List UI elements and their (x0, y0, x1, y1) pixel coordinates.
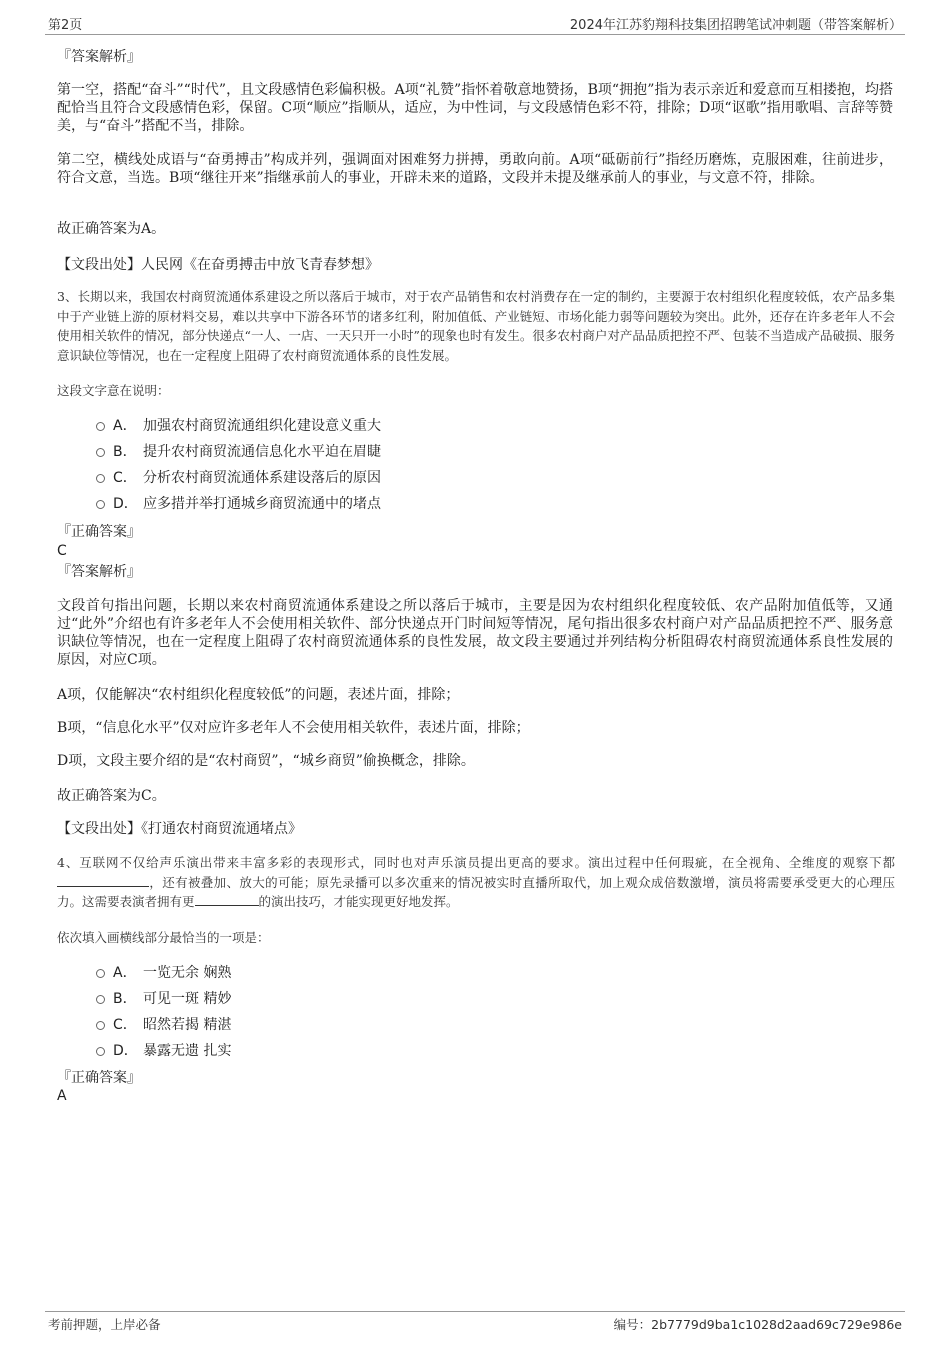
q4-option-c[interactable]: C． 昭然若揭 精湛 (96, 1015, 231, 1035)
q4-correct-label: 『正确答案』 (57, 1070, 141, 1086)
q4-option-a[interactable]: A． 一览无余 娴熟 (96, 963, 231, 983)
q4-option-d[interactable]: D． 暴露无遗 扎实 (96, 1041, 231, 1061)
footer-slogan: 考前押题，上岸必备 (48, 1317, 161, 1332)
q2-analysis-para2: 第二空，横线处成语与“奋勇搏击”构成并列，强调面对困难努力拼搏，勇敢向前。A项“砥砺前行”指经历磨炼，克服困难，往前进步，符合文意，当选。B项“继往开来”指继承前人的事业，开辟未来的道路，文段并未提及继承前人的事业，与文意不符，排除。 (57, 152, 893, 186)
page-header (45, 14, 905, 35)
q2-conclusion: 故正确答案为A。 (57, 221, 166, 237)
q3-answer: C (57, 543, 67, 559)
radio-icon[interactable] (96, 1047, 105, 1056)
q4-stem: 4、互联网不仅给声乐演出带来丰富多彩的表现形式，同时也对声乐演员提出更高的要求。演出过程中任何瑕疵，在全视角、全维度的观察下都，还有被叠加、放大的可能；原先录播可以多次重来的情况被实时直播所取代，加上观众成倍数激增，演员将需要承受更大的心理压力。这需要表演者拥有更 的演出技巧，才能实现更好地发挥。 (57, 855, 895, 909)
blank-2 (195, 893, 259, 906)
document-title: 2024年江苏豹翔科技集团招聘笔试冲刺题（带答案解析） (569, 18, 902, 33)
q3-note-d: D项，文段主要介绍的是“农村商贸”，“城乡商贸”偷换概念，排除。 (57, 753, 475, 769)
q3-prompt: 这段文字意在说明： (57, 383, 170, 398)
page-number: 第2页 (48, 18, 83, 33)
q3-option-c[interactable]: C． 分析农村商贸流通体系建设落后的原因 (96, 468, 381, 488)
q3-note-a: A项，仅能解决“农村组织化程度较低”的问题，表述片面，排除； (57, 687, 460, 703)
radio-icon[interactable] (96, 969, 105, 978)
radio-icon[interactable] (96, 500, 105, 509)
q3-analysis-label: 『答案解析』 (57, 564, 141, 580)
q3-option-a[interactable]: A． 加强农村商贸流通组织化建设意义重大 (96, 416, 381, 436)
footer-code: 编号：2b7779d9ba1c1028d2aad69c729e986e (613, 1317, 902, 1332)
page-footer (45, 1311, 905, 1332)
q3-stem: 3、长期以来，我国农村商贸流通体系建设之所以落后于城市，对于农产品销售和农村消费存在一定的制约，主要源于农村组织化程度较低，农产品多集中于产业链上游的原材料交易，难以共享中下游各环节的诸多红利，附加值低、产业链短、市场化能力弱等问题较为突出。此外，还存在许多老年人不会使用相关软件的情况，部分快递点“一人、一店、一天只开一小时”的现象也时有发生。很多农村商户对产品品质把控不严、包装不当造成产品破损、服务意识缺位等情况，也在一定程度上阻碍了农村商贸流通体系的良性发展。 (57, 289, 895, 363)
q2-source: 【文段出处】人民网《在奋勇搏击中放飞青春梦想》 (57, 257, 379, 273)
q3-source: 【文段出处】《打通农村商贸流通堵点》 (57, 821, 302, 837)
radio-icon[interactable] (96, 474, 105, 483)
q2-analysis-para1: 第一空，搭配“奋斗”“时代”，且文段感情色彩偏积极。A项“礼赞”指怀着敬意地赞扬，B项“拥抱”指为表示亲近和爱意而互相搂抱，均搭配恰当且符合文段感情色彩，保留。C项“顺应”指顺从，适应，为中性词，与文段感情色彩不符，排除；D项“讴歌”指用歌唱、言辞等赞美，与“奋斗”搭配不当，排除。 (57, 82, 893, 134)
q4-answer: A (57, 1088, 67, 1104)
q3-analysis: 文段首句指出问题，长期以来农村商贸流通体系建设之所以落后于城市，主要是因为农村组织化程度较低、农产品附加值低等，又通过“此外”介绍也有许多老年人不会使用相关软件、部分快递点开门时间短等情况，尾句指出很多农村商户对产品品质把控不严、服务意识缺位等情况，也在一定程度上阻碍了农村商贸流通体系的良性发展，故文段主要通过并列结构分析阻碍农村商贸流通体系良性发展的原因，对应C项。 (57, 598, 893, 668)
q4-prompt: 依次填入画横线部分最恰当的一项是： (57, 930, 270, 945)
q2-analysis-label: 『答案解析』 (57, 49, 141, 65)
q3-option-d[interactable]: D． 应多措并举打通城乡商贸流通中的堵点 (96, 494, 381, 514)
q4-option-b[interactable]: B． 可见一斑 精妙 (96, 989, 231, 1009)
radio-icon[interactable] (96, 448, 105, 457)
radio-icon[interactable] (96, 422, 105, 431)
q3-note-b: B项，“信息化水平”仅对应许多老年人不会使用相关软件，表述片面，排除； (57, 720, 530, 736)
q3-conclusion: 故正确答案为C。 (57, 788, 166, 804)
radio-icon[interactable] (96, 995, 105, 1004)
radio-icon[interactable] (96, 1021, 105, 1030)
q3-option-b[interactable]: B． 提升农村商贸流通信息化水平迫在眉睫 (96, 442, 381, 462)
blank-1 (57, 874, 149, 887)
q3-correct-label: 『正确答案』 (57, 524, 141, 540)
